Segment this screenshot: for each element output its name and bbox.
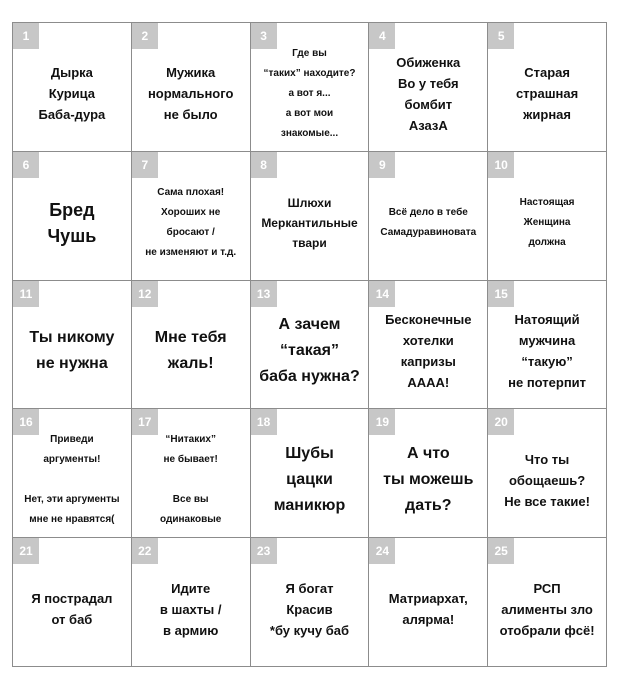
cell-number-badge: 24 — [369, 538, 395, 564]
bingo-board — [12, 22, 607, 667]
cell-number-badge: 3 — [251, 23, 277, 49]
cell-text: Я пострадал от баб — [31, 591, 113, 628]
cell-number-badge: 7 — [132, 152, 158, 178]
bingo-cell-22[interactable] — [132, 538, 251, 667]
cell-text: Идите в шахты / в армию — [159, 580, 222, 638]
cell-text: Дырка Курица Баба-дура — [38, 65, 106, 123]
cell-number-badge: 11 — [13, 281, 39, 307]
bingo-cell-23[interactable] — [251, 538, 370, 667]
cell-text: Обиженка Во у тебя бомбит АзазА — [396, 54, 461, 133]
cell-text: Настоящая Женщина должна — [519, 196, 575, 248]
cell-text: Мужика нормального не было — [147, 65, 234, 123]
bingo-cell-21[interactable] — [13, 538, 132, 667]
bingo-cell-4[interactable] — [369, 23, 488, 152]
cell-text: Приведи аргументы! Нет, эти аргументы мне не нравятся( — [24, 434, 120, 526]
bingo-cell-7[interactable] — [132, 152, 251, 281]
bingo-cell-6[interactable] — [13, 152, 132, 281]
bingo-cell-5[interactable] — [488, 23, 607, 152]
cell-number-badge: 9 — [369, 152, 395, 178]
cell-text: А зачем “такая” баба нужна? — [259, 316, 360, 386]
bingo-cell-8[interactable] — [251, 152, 370, 281]
bingo-cell-14[interactable] — [369, 281, 488, 410]
cell-text: Всё дело в тебе Самадуравиновата — [380, 206, 477, 238]
cell-number-badge: 8 — [251, 152, 277, 178]
bingo-cell-16[interactable] — [13, 409, 132, 538]
bingo-cell-13[interactable] — [251, 281, 370, 410]
bingo-cell-11[interactable] — [13, 281, 132, 410]
bingo-cell-1[interactable] — [13, 23, 132, 152]
cell-text: Я богат Красив *бу кучу баб — [269, 580, 350, 638]
cell-text: Что ты обощаешь? Не все такие! — [504, 451, 590, 509]
cell-number-badge: 5 — [488, 23, 514, 49]
bingo-cell-19[interactable] — [369, 409, 488, 538]
bingo-cell-15[interactable] — [488, 281, 607, 410]
cell-number-badge: 15 — [488, 281, 514, 307]
cell-number-badge: 18 — [251, 409, 277, 435]
cell-text: “Нитаких” не бывает! Все вы одинаковые — [160, 434, 222, 526]
cell-number-badge: 20 — [488, 409, 514, 435]
cell-text: Шубы цацки маникюр — [273, 445, 346, 515]
cell-number-badge: 17 — [132, 409, 158, 435]
cell-number-badge: 16 — [13, 409, 39, 435]
bingo-cell-24[interactable] — [369, 538, 488, 667]
cell-number-badge: 19 — [369, 409, 395, 435]
cell-text: Где вы “таких” находите? а вот я... а вот мои знакомые... — [263, 47, 356, 139]
cell-number-badge: 4 — [369, 23, 395, 49]
cell-text: Сама плохая! Хороших не бросают / не изменяют и т.д. — [145, 186, 237, 258]
cell-number-badge: 2 — [132, 23, 158, 49]
cell-text: Мне тебя жаль! — [154, 329, 227, 373]
bingo-cell-18[interactable] — [251, 409, 370, 538]
bingo-cell-25[interactable] — [488, 538, 607, 667]
cell-number-badge: 23 — [251, 538, 277, 564]
cell-text: Бесконечные хотелки капризы АААА! — [385, 312, 472, 391]
bingo-cell-10[interactable] — [488, 152, 607, 281]
cell-number-badge: 1 — [13, 23, 39, 49]
cell-text: Ты никому не нужна — [29, 329, 115, 373]
cell-text: Старая страшная жирная — [515, 65, 579, 123]
cell-number-badge: 6 — [13, 152, 39, 178]
cell-number-badge: 12 — [132, 281, 158, 307]
cell-number-badge: 21 — [13, 538, 39, 564]
bingo-cell-3[interactable] — [251, 23, 370, 152]
cell-number-badge: 25 — [488, 538, 514, 564]
bingo-cell-12[interactable] — [132, 281, 251, 410]
cell-number-badge: 10 — [488, 152, 514, 178]
cell-text: А что ты можешь дать? — [383, 445, 474, 515]
bingo-cell-20[interactable] — [488, 409, 607, 538]
cell-text: Матриархат, алярма! — [388, 591, 468, 628]
cell-text: Бред Чушь — [47, 199, 97, 246]
bingo-cell-9[interactable] — [369, 152, 488, 281]
bingo-cell-17[interactable] — [132, 409, 251, 538]
cell-text: Натоящий мужчина “такую” не потерпит — [508, 312, 587, 391]
cell-text: РСП алименты зло отобрали фсё! — [499, 580, 595, 638]
cell-number-badge: 13 — [251, 281, 277, 307]
cell-number-badge: 22 — [132, 538, 158, 564]
cell-number-badge: 14 — [369, 281, 395, 307]
bingo-cell-2[interactable] — [132, 23, 251, 152]
cell-text: Шлюхи Меркантильные твари — [261, 195, 358, 250]
